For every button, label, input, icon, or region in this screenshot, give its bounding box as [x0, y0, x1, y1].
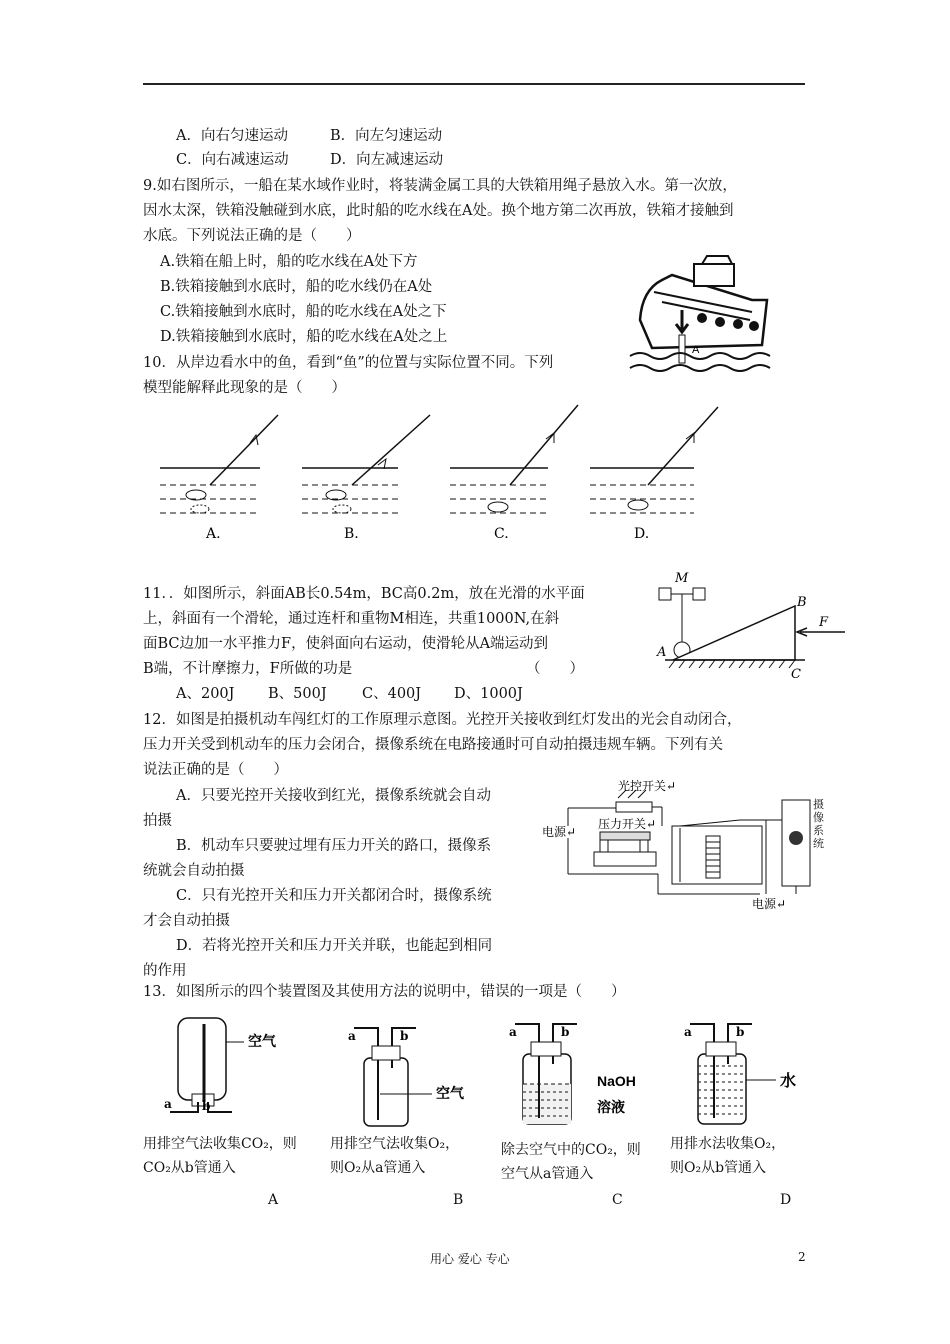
- fish-model-a-label: A.: [206, 526, 221, 542]
- q12-option-c-1: C．只有光控开关和压力开关都闭合时，摄像系统: [176, 888, 492, 904]
- q8-option-b: B．向左匀速运动: [330, 128, 443, 144]
- device-b-letter: B: [453, 1192, 464, 1208]
- q12-option-a-1: A．只要光控开关接收到红光，摄像系统就会自动: [176, 788, 491, 804]
- q11-line-2: 上，斜面有一个滑轮，通过连杆和重物M相连，共重1000N,在斜: [143, 611, 560, 627]
- q10-figures: [160, 405, 720, 550]
- q11-option-c: C、400J: [362, 686, 422, 702]
- q12-option-c-2: 才会自动拍摄: [143, 913, 230, 929]
- device-a-gas-label: 空气: [248, 1034, 276, 1050]
- device-c-caption-1: 除去空气中的CO₂，则: [501, 1142, 641, 1158]
- q11-option-d: D、1000J: [454, 686, 523, 702]
- q12-option-a-2: 拍摄: [143, 813, 172, 829]
- q8-option-d: D．向左减速运动: [330, 152, 444, 168]
- device-c-letter: C: [612, 1192, 623, 1208]
- device-a-figure: [160, 1012, 290, 1122]
- device-a-port-a: a: [164, 1097, 172, 1111]
- device-a-caption-2: CO₂从b管通入: [143, 1160, 236, 1176]
- circuit-power-1-label: 电源↵: [542, 825, 577, 839]
- q12-option-b-2: 统就会自动拍摄: [143, 863, 245, 879]
- q13-line-1: 13．如图所示的四个装置图及其使用方法的说明中，错误的一项是（ ）: [143, 984, 626, 1000]
- q11-line-3: 面BC边加一水平推力F，使斜面向右运动，使滑轮从A端运动到: [143, 636, 549, 652]
- incline-label-c: C: [791, 667, 801, 682]
- device-b-port-b: b: [400, 1029, 409, 1043]
- ship-figure: [632, 260, 772, 380]
- device-c-port-b: b: [561, 1025, 570, 1039]
- q11-option-b: B、500J: [268, 686, 327, 702]
- device-d-caption-1: 用排水法收集O₂，: [670, 1136, 786, 1152]
- q9-option-d: D.铁箱接触到水底时，船的吃水线在A处之上: [160, 329, 448, 345]
- device-c-liquid-label-1: NaOH: [597, 1073, 636, 1089]
- device-c-caption-2: 空气从a管通入: [501, 1166, 594, 1182]
- header-rule: [143, 83, 805, 85]
- fish-model-d: [590, 407, 718, 542]
- device-d-port-a: a: [684, 1025, 692, 1039]
- q8-option-a: A．向右匀速运动: [176, 128, 288, 144]
- incline-figure: [655, 570, 855, 682]
- q9-line-3: 水底。下列说法正确的是（ ）: [143, 228, 361, 244]
- q11-line-1: 11．．如图所示，斜面AB长0.54m，BC高0.2m，放在光滑的水平面: [143, 586, 585, 602]
- device-b-caption-2: 则O₂从a管通入: [330, 1160, 426, 1176]
- q10-line-2: 模型能解释此现象的是（ ）: [143, 380, 346, 396]
- fish-model-a: [160, 415, 278, 542]
- fish-model-b-label: B.: [344, 526, 359, 542]
- device-d-caption-2: 则O₂从b管通入: [670, 1160, 767, 1176]
- device-b-port-a: a: [348, 1029, 356, 1043]
- q11-line-4: B端，不计摩擦力，F所做的功是: [143, 661, 353, 677]
- circuit-pressure-switch-label: 压力开关↵: [598, 817, 657, 831]
- device-a-port-b: b: [202, 1099, 211, 1113]
- device-d-figure: [680, 1014, 820, 1126]
- footer-text: 用心 爱心 专心: [430, 1252, 510, 1266]
- q12-option-d-2: 的作用: [143, 963, 187, 979]
- device-d-port-b: b: [736, 1025, 745, 1039]
- incline-label-m: M: [675, 571, 689, 586]
- device-c-liquid-label-2: 溶液: [597, 1100, 625, 1116]
- circuit-figure: [540, 776, 820, 916]
- incline-label-f: F: [819, 615, 829, 630]
- circuit-light-switch-label: 光控开关↵: [618, 779, 677, 793]
- fish-model-c: [450, 405, 578, 542]
- q12-option-b-1: B．机动车只要驶过埋有压力开关的路口，摄像系: [176, 838, 492, 854]
- incline-label-b: B: [797, 595, 807, 610]
- incline-label-a: A: [657, 645, 667, 660]
- device-d-letter: D: [780, 1192, 792, 1208]
- device-a-caption-1: 用排空气法收集CO₂，则: [143, 1136, 297, 1152]
- page-number: 2: [798, 1250, 806, 1264]
- q9-option-b: B.铁箱接触到水底时，船的吃水线仍在A处: [160, 279, 433, 295]
- circuit-camera-label: 摄像系统: [813, 798, 824, 850]
- q12-option-d-1: D．若将光控开关和压力开关并联，也能起到相同: [176, 938, 493, 954]
- device-c-figure: [505, 1014, 665, 1126]
- device-b-caption-1: 用排空气法收集O₂，: [330, 1136, 460, 1152]
- q12-line-1: 12．如图是拍摄机动车闯红灯的工作原理示意图。光控开关接收到红灯发出的光会自动闭合，: [143, 712, 742, 728]
- q12-line-3: 说法正确的是（ ）: [143, 762, 288, 778]
- fish-model-d-label: D.: [634, 526, 650, 542]
- device-a-letter: A: [268, 1192, 279, 1208]
- q10-line-1: 10．从岸边看水中的鱼，看到“鱼”的位置与实际位置不同。下列: [143, 355, 554, 371]
- circuit-power-2-label: 电源↵: [752, 897, 787, 911]
- fish-model-c-label: C.: [494, 526, 509, 542]
- q11-option-a: A、200J: [176, 686, 235, 702]
- fish-model-b: [302, 415, 430, 542]
- q9-line-1: 9.如右图所示，一船在某水域作业时，将装满金属工具的大铁箱用绳子悬放入水。第一次放，: [143, 178, 737, 194]
- device-b-gas-label: 空气: [436, 1086, 464, 1102]
- device-b-figure: [340, 1018, 490, 1130]
- ship-waterline-label: A: [692, 344, 700, 356]
- device-c-port-a: a: [509, 1025, 517, 1039]
- device-d-liquid-label: 水: [780, 1071, 797, 1090]
- q9-option-a: A.铁箱在船上时，船的吃水线在A处下方: [160, 254, 418, 270]
- q8-option-c: C．向右减速运动: [176, 152, 289, 168]
- q12-line-2: 压力开关受到机动车的压力会闭合，摄像系统在电路接通时可自动拍摄违规车辆。下列有关: [143, 737, 723, 753]
- q11-answer-paren: （ ）: [526, 661, 584, 677]
- q9-option-c: C.铁箱接触到水底时，船的吃水线在A处之下: [160, 304, 447, 320]
- q9-line-2: 因水太深，铁箱没触碰到水底，此时船的吃水线在A处。换个地方第二次再放，铁箱才接触到: [143, 203, 734, 219]
